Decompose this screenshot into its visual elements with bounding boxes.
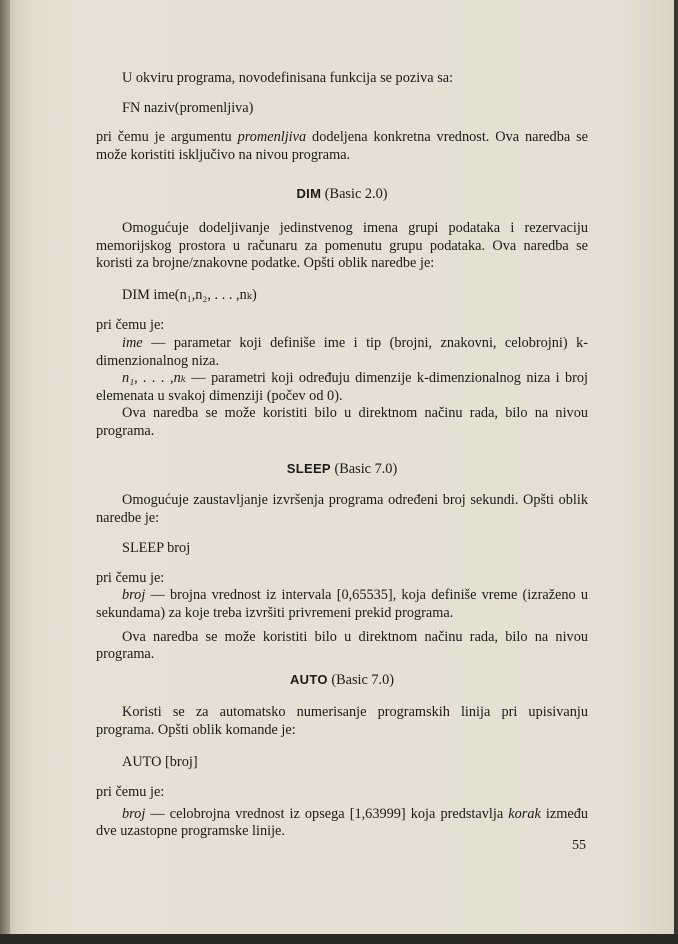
auto-where: pri čemu je:	[96, 784, 165, 801]
dim-param-ime	[96, 335, 588, 370]
dim-param1-term: ime	[122, 334, 143, 351]
fn-desc-post: dodeljena konkretna vrednost. Ova naredba se može koristiti isključivo na nivou programa.	[96, 129, 588, 163]
auto-heading	[96, 671, 588, 690]
fn-intro: U okviru programa, novodefinisana funkcija se poziva sa:	[122, 70, 454, 86]
book-spine-shadow	[0, 0, 10, 944]
dim-param-n	[96, 370, 588, 405]
sleep-note: Ova naredba se može koristiti bilo u direktnom načinu rada, bilo na nivou programa.	[96, 628, 588, 663]
dim-param2-term: n₁, . . . ,nₖ	[122, 370, 186, 387]
page-bottom-edge	[0, 934, 678, 944]
sleep-where: pri čemu je:	[96, 569, 165, 586]
sleep-keyword: SLEEP	[286, 460, 331, 476]
dim-where: pri čemu je:	[96, 317, 165, 334]
dim-keyword: DIM	[296, 186, 322, 202]
page-number: 55	[572, 838, 586, 853]
fn-description	[96, 129, 588, 164]
sleep-param-term: broj	[122, 587, 146, 604]
auto-param-desc-a: — celobrojna vrednost iz opsega [1,63999] koja predstavlja	[145, 805, 509, 822]
sleep-param	[96, 587, 588, 622]
auto-param	[96, 806, 588, 841]
dim-syntax: DIM ime(n₁,n₂, . . . ,nₖ)	[122, 286, 257, 303]
sleep-intro: Omogućuje zaustavljanje izvršenja programa određeni broj sekundi. Opšti oblik naredbe je:	[96, 492, 588, 526]
dim-param1-desc: — parametar koji definiše ime i tip (brojni, znakovni, celobrojni) k-dimenzionalnog niza.	[96, 334, 588, 369]
auto-param-desc-b: između dve uzastopne programske linije.	[96, 805, 588, 840]
page-text	[96, 60, 588, 841]
auto-version: (Basic 7.0)	[331, 671, 395, 688]
sleep-version: (Basic 7.0)	[334, 460, 398, 477]
fn-desc-term: promenljiva	[237, 129, 307, 146]
sleep-param-desc: — brojna vrednost iz intervala [0,65535], koja definiše vreme (izraženo u sekundama) za koje treba izvršiti privremeni prekid programa.	[96, 587, 588, 622]
dim-param2-desc: — parametri koji određuju dimenzije k-dimenzionalnog niza i broj elemenata u svakoj dimenziji (počev od 0).	[96, 370, 588, 404]
dim-heading	[96, 185, 588, 204]
auto-param-term: broj	[122, 805, 146, 822]
dim-intro: Omogućuje dodeljivanje jedinstvenog imena grupi podataka i rezervaciju memorijskog prostora u računaru za pomenutu grupu podataka. Ova naredba se koristi za brojne/znakovne podatke. Opšti oblik naredbe je:	[96, 219, 588, 272]
page-edge	[674, 0, 678, 944]
auto-syntax: AUTO [broj]	[122, 753, 198, 770]
fn-desc-pre: pri čemu je argumentu	[96, 129, 238, 146]
auto-intro: Koristi se za automatsko numerisanje programskih linija pri upisivanju programa. Opšti oblik komande je:	[96, 704, 588, 739]
sleep-heading	[96, 460, 588, 479]
auto-keyword: AUTO	[289, 671, 328, 687]
dim-version: (Basic 2.0)	[324, 186, 388, 203]
dim-note: Ova naredba se može koristiti bilo u direktnom načinu rada, bilo na nivou programa.	[96, 405, 588, 439]
auto-param-term2: korak	[508, 805, 541, 822]
fn-syntax: FN naziv(promenljiva)	[122, 99, 254, 116]
sleep-syntax: SLEEP broj	[122, 540, 191, 557]
